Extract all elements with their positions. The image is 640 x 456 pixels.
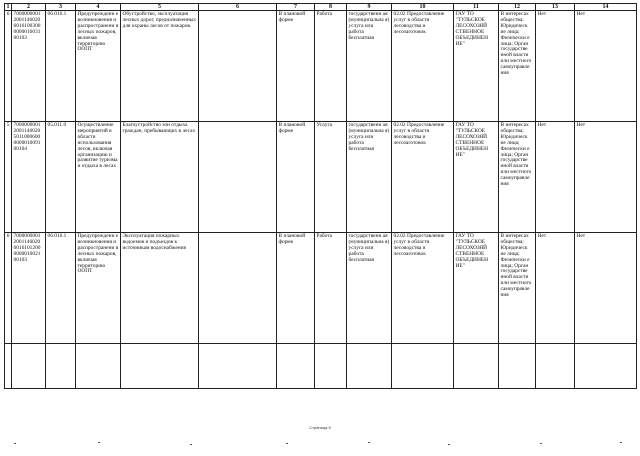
col-header-8: 8 [315, 4, 347, 11]
organization: ГАУ ТО "ТУЛЬСКОЕ ЛЕСОХОЗЯЙ СТВЕННОЕ ОБЪЕДИНЕН ИЕ" [454, 233, 499, 344]
registry-code: 7000000001 2001146020 6016101200 0000010021 00103 [12, 233, 46, 344]
item-type: Работа [315, 233, 347, 344]
service-name: Осуществление мероприятий в области использования лесов, включая организацию и развитие туризма и отдыха в лесах [76, 122, 121, 233]
organization: ГАУ ТО "ТУЛЬСКОЕ ЛЕСОХОЗЯЙ СТВЕННОЕ ОБЪЕДИНЕН ИЕ" [454, 11, 499, 122]
cell-col-6 [199, 11, 277, 122]
cell-col-6 [199, 233, 277, 344]
provision-form: В плановой форме [277, 11, 315, 122]
table-row-empty [5, 344, 637, 389]
service-content: Эксплуатация пожарных водоемов и подъездов к источникам водоснабжения [121, 233, 199, 344]
cell-col-13: Нет [536, 122, 575, 233]
cell-col-14: Нет [575, 11, 637, 122]
consumers: В интересах общества; Юридическ ие лица; Физически е лица; Орган государстве нной власти или местного самоуправле ния [499, 122, 536, 233]
row-number: 6 [5, 11, 12, 122]
row-number: 5 [5, 122, 12, 233]
organization: ГАУ ТО "ТУЛЬСКОЕ ЛЕСОХОЗЯЙ СТВЕННОЕ ОБЪЕДИНЕН ИЕ" [454, 122, 499, 233]
cell-col-13: Нет [536, 11, 575, 122]
registry-code: 7000000001 2001146020 5011000600 0000010091 00104 [12, 122, 46, 233]
scan-marks [0, 441, 640, 449]
col-header-1: 1 [6, 4, 10, 10]
activity-sphere: 02.02 Предоставление услуг в области лесоводства и лесозаготовок [392, 11, 454, 122]
col-header-11: 11 [454, 4, 499, 11]
provision-form: В плановой форме [277, 122, 315, 233]
col-header-2: 2 [12, 4, 46, 11]
col-header-13: 13 [536, 4, 575, 11]
cell-col-13: Нет [536, 233, 575, 344]
col-header-4: 4 [76, 4, 121, 11]
col-header-9: 9 [347, 4, 392, 11]
service-name: Предупреждени е возникновения и распространени я лесных пожаров, включая территорию ООПТ [76, 233, 121, 344]
col-header-12: 12 [499, 4, 536, 11]
table-row [5, 233, 637, 344]
okved-code: 06.016.1 [46, 233, 76, 344]
registry-code: 7000000001 2001146020 6016100300 0000010031 00103 [12, 11, 46, 122]
cell-col-14: Нет [575, 233, 637, 344]
col-header-6: 6 [199, 4, 277, 11]
item-type: Работа [315, 11, 347, 122]
payment-basis: государственн ая (муниципальна я) услуга или работа бесплатная [347, 233, 392, 344]
col-header-5: 5 [121, 4, 199, 11]
registry-table [4, 3, 637, 389]
okved-code: 05.011.0 [46, 122, 76, 233]
consumers: В интересах общества; Юридическ ие лица; Физически е лица; Орган государстве нной власти или местного самоуправле ния [499, 233, 536, 344]
service-name: Предупреждени е возникновения и распространени я лесных пожаров, включая территорию ООПТ [76, 11, 121, 122]
payment-basis: государственн ая (муниципальна я) услуга или работа бесплатная [347, 11, 392, 122]
header-row [5, 4, 637, 11]
col-header-10: 10 [392, 4, 454, 11]
row-number: 6 [5, 233, 12, 344]
service-content: Обустройство, эксплуатация лесных дорог, предназначенных для охраны лесов от пожаров. [121, 11, 199, 122]
consumers: В интересах общества; Юридическ ие лица; Физически е лица; Орган государстве нной власти или местного самоуправле ния [499, 11, 536, 122]
activity-sphere: 02.02 Предоставление услуг в области лесоводства и лесозаготовок [392, 233, 454, 344]
service-content: Благоустройство зон отдыха граждан, пребывающих в лесах [121, 122, 199, 233]
table-row [5, 11, 637, 122]
provision-form: В плановой форме [277, 233, 315, 344]
col-header-14: 14 [575, 4, 637, 11]
okved-code: 06.016.1 [46, 11, 76, 122]
col-header-7: 7 [277, 4, 315, 11]
table-row [5, 122, 637, 233]
item-type: Услуга [315, 122, 347, 233]
col-header-3: 3 [46, 4, 76, 11]
activity-sphere: 02.02 Предоставление услуг в области лесоводства и лесозаготовок [392, 122, 454, 233]
payment-basis: государственн ая (муниципальна я) услуга или работа бесплатная [347, 122, 392, 233]
cell-col-14: Нет [575, 122, 637, 233]
cell-col-6 [199, 122, 277, 233]
page-number: Страница 9 [309, 425, 331, 430]
